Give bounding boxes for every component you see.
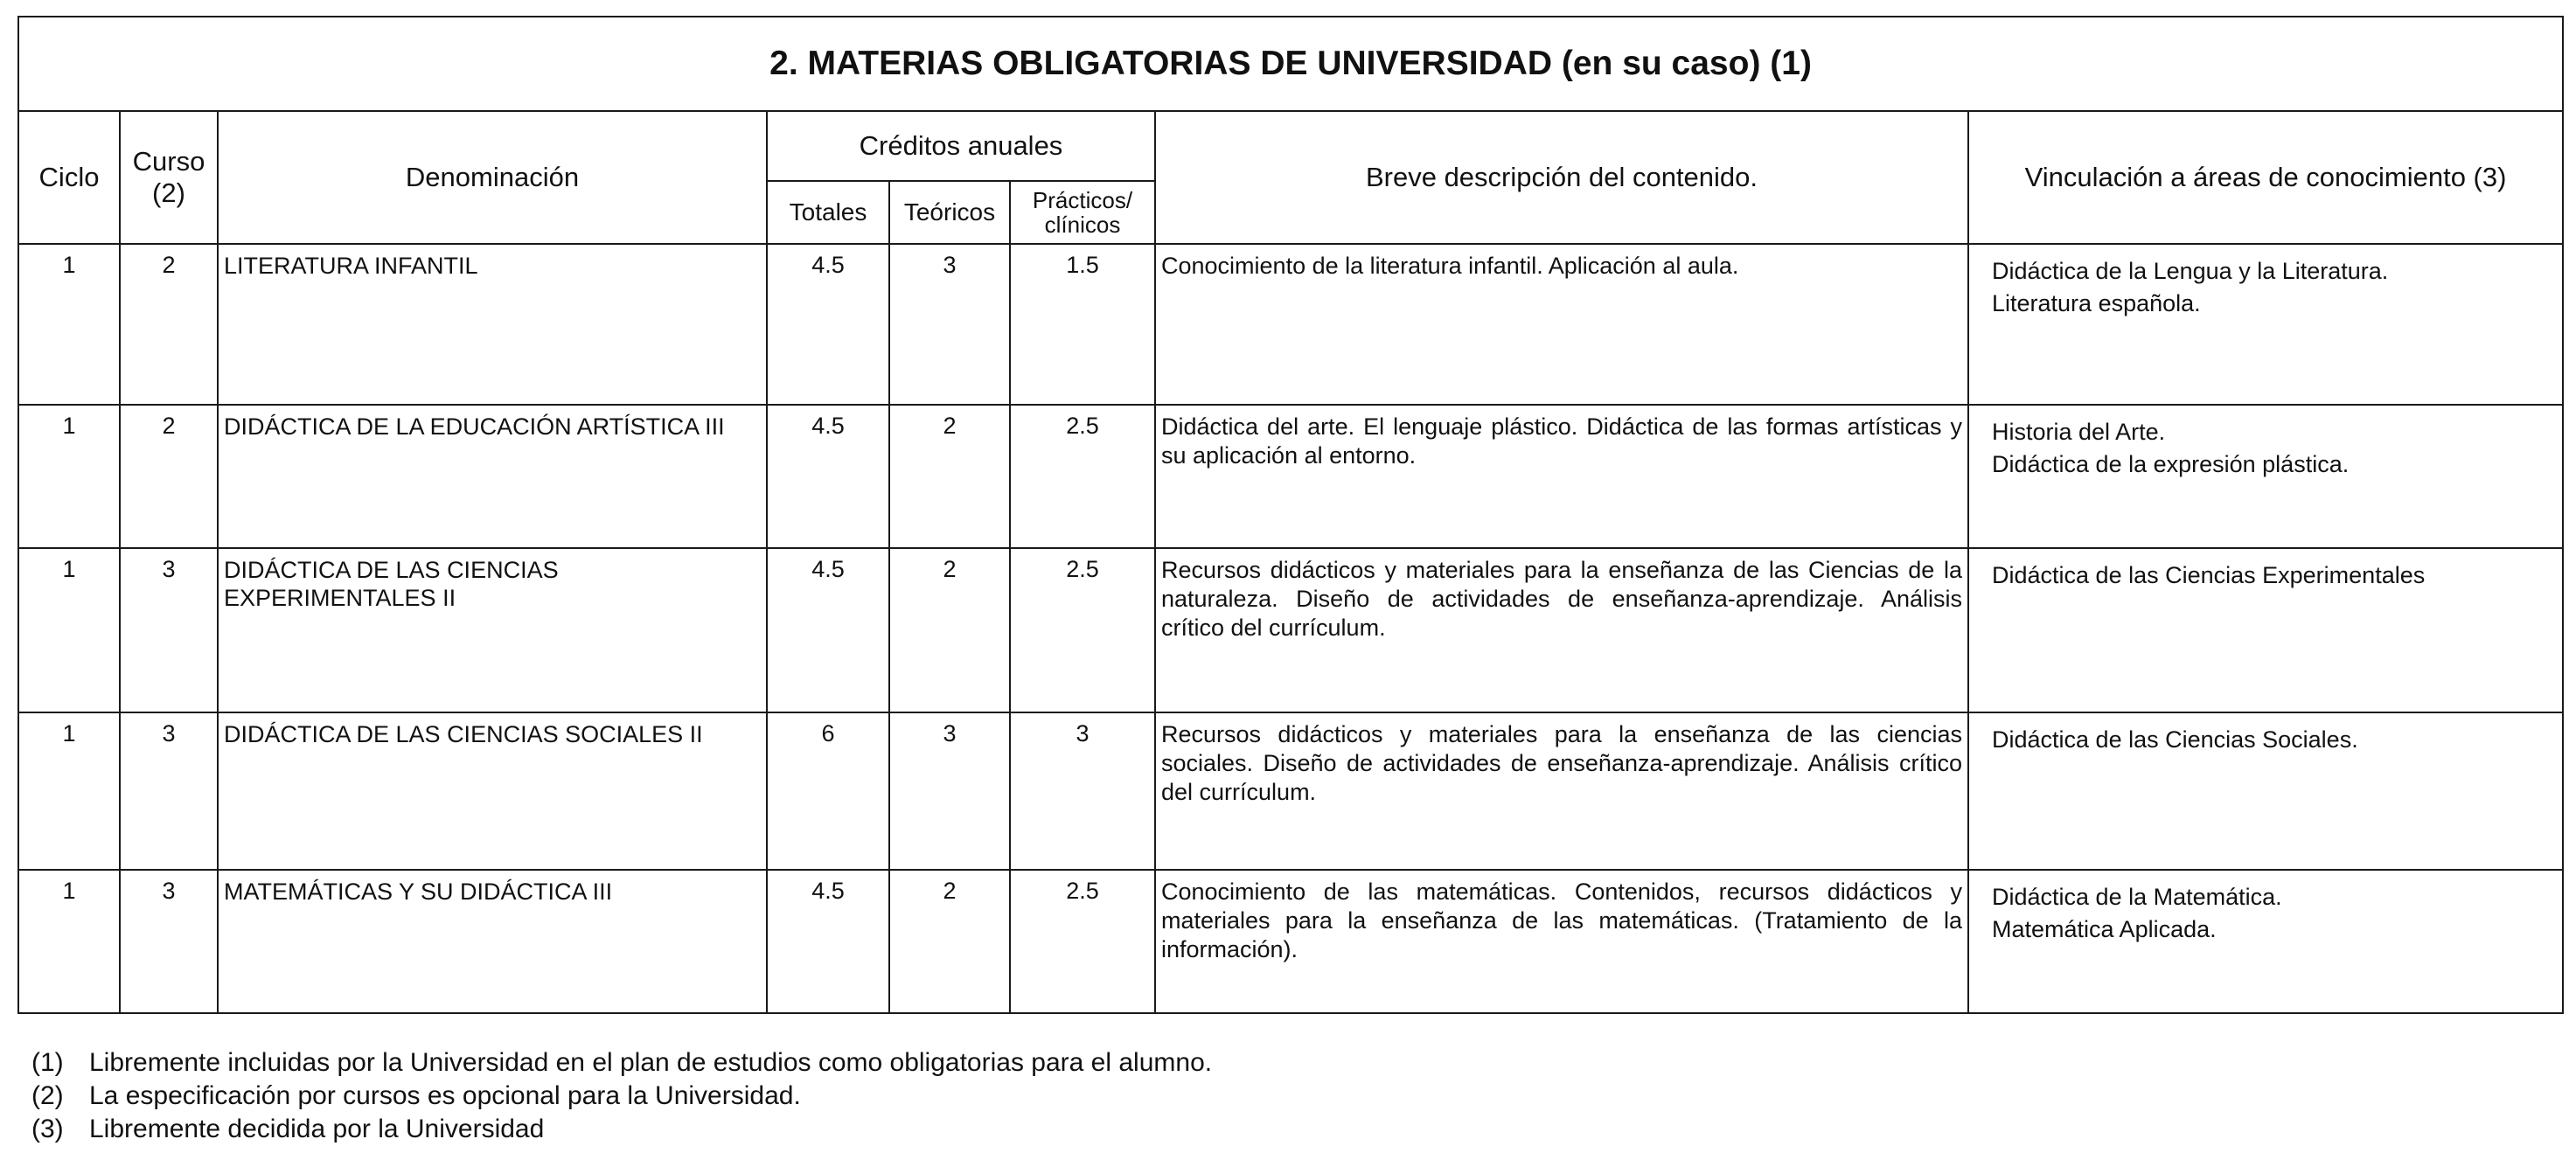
cell-teoricos: 3 xyxy=(889,244,1010,405)
cell-curso: 3 xyxy=(120,548,218,712)
header-curso xyxy=(120,111,218,244)
cell-ciclo: 1 xyxy=(18,712,120,870)
cell-teoricos: 3 xyxy=(889,712,1010,870)
cell-practicos: 3 xyxy=(1010,712,1155,870)
area-item: Didáctica de la Matemática. xyxy=(1992,884,2282,910)
footnote-text: La especificación por cursos es opcional para la Universidad. xyxy=(89,1081,801,1110)
cell-ciclo: 1 xyxy=(18,548,120,712)
header-teoricos: Teóricos xyxy=(889,181,1010,244)
subjects-table xyxy=(17,16,2564,1014)
cell-areas xyxy=(1968,870,2563,1013)
cell-teoricos: 2 xyxy=(889,870,1010,1013)
area-item: Didáctica de la expresión plástica. xyxy=(1992,451,2350,477)
area-item: Didáctica de las Ciencias Experimentales xyxy=(1992,562,2426,588)
cell-denominacion: DIDÁCTICA DE LAS CIENCIAS SOCIALES II xyxy=(218,712,767,870)
cell-descripcion: Didáctica del arte. El lenguaje plástico. Didáctica de las formas artísticas y su aplicación al entorno. xyxy=(1155,405,1968,548)
header-row-1 xyxy=(18,111,2563,181)
cell-totales: 4.5 xyxy=(767,548,889,712)
table-row xyxy=(18,712,2563,870)
cell-denominacion: MATEMÁTICAS Y SU DIDÁCTICA III xyxy=(218,870,767,1013)
cell-areas xyxy=(1968,244,2563,405)
cell-denominacion: DIDÁCTICA DE LAS CIENCIAS EXPERIMENTALES II xyxy=(218,548,767,712)
footnote-number: (1) xyxy=(31,1048,64,1077)
page-title: 2. MATERIAS OBLIGATORIAS DE UNIVERSIDAD (en su caso) (1) xyxy=(18,17,2563,111)
header-curso-note: (2) xyxy=(152,177,185,208)
header-practicos-line1: Prácticos/ xyxy=(1032,187,1133,213)
cell-teoricos: 2 xyxy=(889,405,1010,548)
footnote xyxy=(31,1080,1212,1113)
table-row xyxy=(18,405,2563,548)
area-item: Matemática Aplicada. xyxy=(1992,916,2217,942)
cell-denominacion: DIDÁCTICA DE LA EDUCACIÓN ARTÍSTICA III xyxy=(218,405,767,548)
header-descripcion: Breve descripción del contenido. xyxy=(1155,111,1968,244)
footnote xyxy=(31,1046,1212,1080)
footnote-text: Libremente incluidas por la Universidad en el plan de estudios como obligatorias para el alumno. xyxy=(89,1048,1213,1077)
cell-descripcion: Conocimiento de las matemáticas. Contenidos, recursos didácticos y materiales para la enseñanza de las matemáticas. (Tratamiento de la información). xyxy=(1155,870,1968,1013)
cell-curso: 2 xyxy=(120,244,218,405)
cell-ciclo: 1 xyxy=(18,870,120,1013)
cell-practicos: 1.5 xyxy=(1010,244,1155,405)
cell-denominacion: LITERATURA INFANTIL xyxy=(218,244,767,405)
area-item: Didáctica de la Lengua y la Literatura. xyxy=(1992,258,2389,284)
footnote-text: Libremente decidida por la Universidad xyxy=(89,1115,545,1143)
cell-practicos: 2.5 xyxy=(1010,548,1155,712)
footnotes xyxy=(31,1046,1212,1146)
cell-totales: 4.5 xyxy=(767,405,889,548)
cell-practicos: 2.5 xyxy=(1010,405,1155,548)
header-curso-label: Curso xyxy=(132,146,205,177)
cell-descripcion: Recursos didácticos y materiales para la enseñanza de las Ciencias de la naturaleza. Diseño de actividades de enseñanza-aprendizaje. Análisis crítico del currículum. xyxy=(1155,548,1968,712)
area-item: Historia del Arte. xyxy=(1992,419,2166,445)
table-row xyxy=(18,870,2563,1013)
cell-totales: 4.5 xyxy=(767,244,889,405)
header-creditos: Créditos anuales xyxy=(767,111,1155,181)
cell-areas xyxy=(1968,548,2563,712)
header-practicos xyxy=(1010,181,1155,244)
table-row xyxy=(18,244,2563,405)
area-item: Didáctica de las Ciencias Sociales. xyxy=(1992,726,2358,753)
cell-descripcion: Recursos didácticos y materiales para la enseñanza de las ciencias sociales. Diseño de actividades de enseñanza-aprendizaje. Análisis crítico del currículum. xyxy=(1155,712,1968,870)
cell-areas xyxy=(1968,405,2563,548)
header-denominacion: Denominación xyxy=(218,111,767,244)
cell-areas xyxy=(1968,712,2563,870)
header-vinculacion: Vinculación a áreas de conocimiento (3) xyxy=(1968,111,2563,244)
cell-totales: 6 xyxy=(767,712,889,870)
title-row xyxy=(18,17,2563,111)
area-item: Literatura española. xyxy=(1992,290,2201,316)
footnote xyxy=(31,1113,1212,1146)
table-row xyxy=(18,548,2563,712)
cell-curso: 3 xyxy=(120,712,218,870)
cell-descripcion: Conocimiento de la literatura infantil. Aplicación al aula. xyxy=(1155,244,1968,405)
header-ciclo: Ciclo xyxy=(18,111,120,244)
cell-totales: 4.5 xyxy=(767,870,889,1013)
cell-curso: 3 xyxy=(120,870,218,1013)
cell-ciclo: 1 xyxy=(18,244,120,405)
document-sheet xyxy=(17,16,2562,1014)
footnote-number: (3) xyxy=(31,1115,64,1143)
cell-teoricos: 2 xyxy=(889,548,1010,712)
footnote-number: (2) xyxy=(31,1081,64,1110)
header-totales: Totales xyxy=(767,181,889,244)
cell-ciclo: 1 xyxy=(18,405,120,548)
cell-practicos: 2.5 xyxy=(1010,870,1155,1013)
cell-curso: 2 xyxy=(120,405,218,548)
header-practicos-line2: clínicos xyxy=(1044,212,1121,238)
